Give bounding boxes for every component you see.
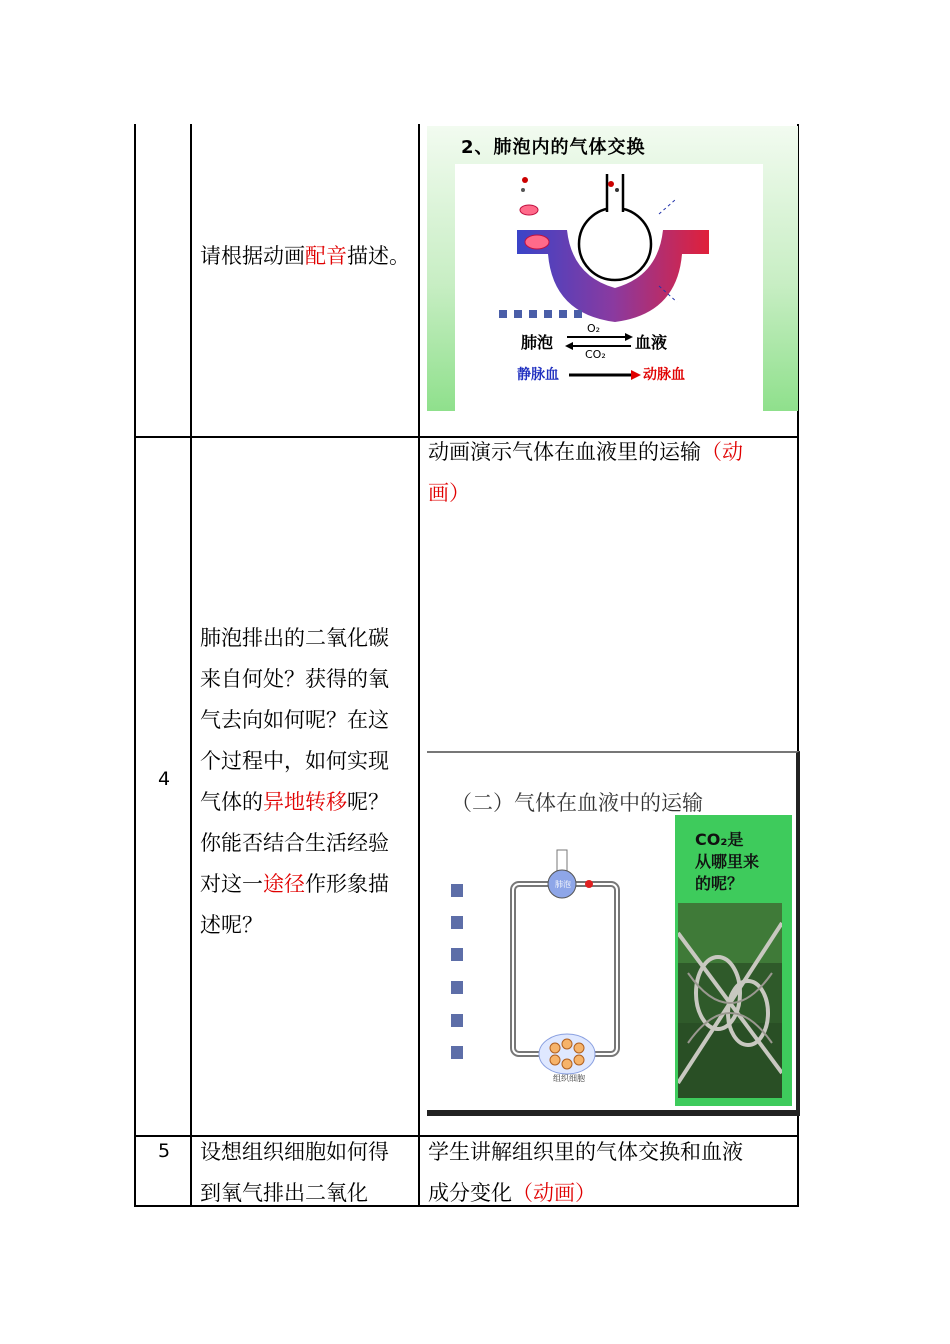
alveolus-term: 肺泡	[521, 333, 554, 352]
question-line: 到氧气排出二氧化	[200, 1181, 368, 1205]
player-controls	[451, 884, 463, 1059]
row5-number: 5	[157, 1140, 171, 1162]
question-line: 你能否结合生活经验	[200, 831, 389, 855]
table-left-border	[134, 124, 136, 1207]
animation-tag: （动	[701, 440, 743, 464]
slide-title: 2、肺泡内的气体交换	[461, 137, 646, 158]
activity-line: 成分变化（动画）	[428, 1181, 596, 1205]
question-line: 气去向如何呢？在这	[200, 708, 389, 732]
question-line: 述呢？	[200, 913, 263, 937]
question-text: 请根据动画	[200, 244, 305, 268]
alveolus-duct	[607, 174, 623, 214]
row5-question	[200, 1132, 416, 1214]
co2-label: CO₂	[585, 348, 606, 361]
highway-interchange-photo	[678, 903, 782, 1098]
question-line: 肺泡排出的二氧化碳	[200, 626, 389, 650]
alveolus-circle	[579, 208, 651, 280]
row5-activity	[428, 1132, 792, 1214]
circulation-diagram	[427, 848, 667, 1098]
red-blood-cell	[525, 235, 549, 249]
table-col1-divider	[190, 124, 192, 1207]
slide-title: （二）气体在血液中的运输	[451, 791, 703, 815]
animation-tag: （动画）	[512, 1181, 596, 1205]
arterial-blood-term: 动脉血	[643, 367, 685, 383]
activity-line: 学生讲解组织里的气体交换和血液	[428, 1140, 743, 1164]
question-line: 来自何处？获得的氧	[200, 667, 389, 691]
row4-number: 4	[157, 768, 171, 790]
o2-label: O₂	[587, 322, 601, 335]
question-line: 设想组织细胞如何得	[200, 1140, 389, 1164]
alveolus-label: 肺泡	[555, 880, 571, 889]
question-text-end: 描述。	[347, 244, 410, 268]
row4-activity	[428, 432, 792, 514]
alveolus-exchange-slide	[427, 126, 798, 411]
venous-blood-term: 静脉血	[517, 367, 559, 383]
activity-text: 动画演示气体在血液里的运输	[428, 440, 701, 464]
blood-transport-slide	[427, 751, 800, 1116]
table-col2-divider	[418, 124, 420, 1207]
animation-tag-end: 画）	[428, 481, 470, 505]
question-line: 气体的异地转移呢？	[200, 790, 389, 814]
row4-question	[200, 618, 416, 946]
alveolus-diagram	[427, 126, 798, 411]
highlight-pathway: 途径	[263, 872, 305, 896]
blood-term: 血液	[635, 333, 668, 352]
question-line: 对这一途径作形象描	[200, 872, 389, 896]
highlight-transfer: 异地转移	[263, 790, 347, 814]
tissue-label: 组织细胞	[553, 1074, 585, 1083]
co2-question: CO₂是 从哪里来 的呢？	[695, 830, 760, 893]
row1-question	[200, 236, 410, 277]
question-line: 个过程中，如何实现	[200, 749, 389, 773]
highlight-dubbing: 配音	[305, 244, 347, 268]
